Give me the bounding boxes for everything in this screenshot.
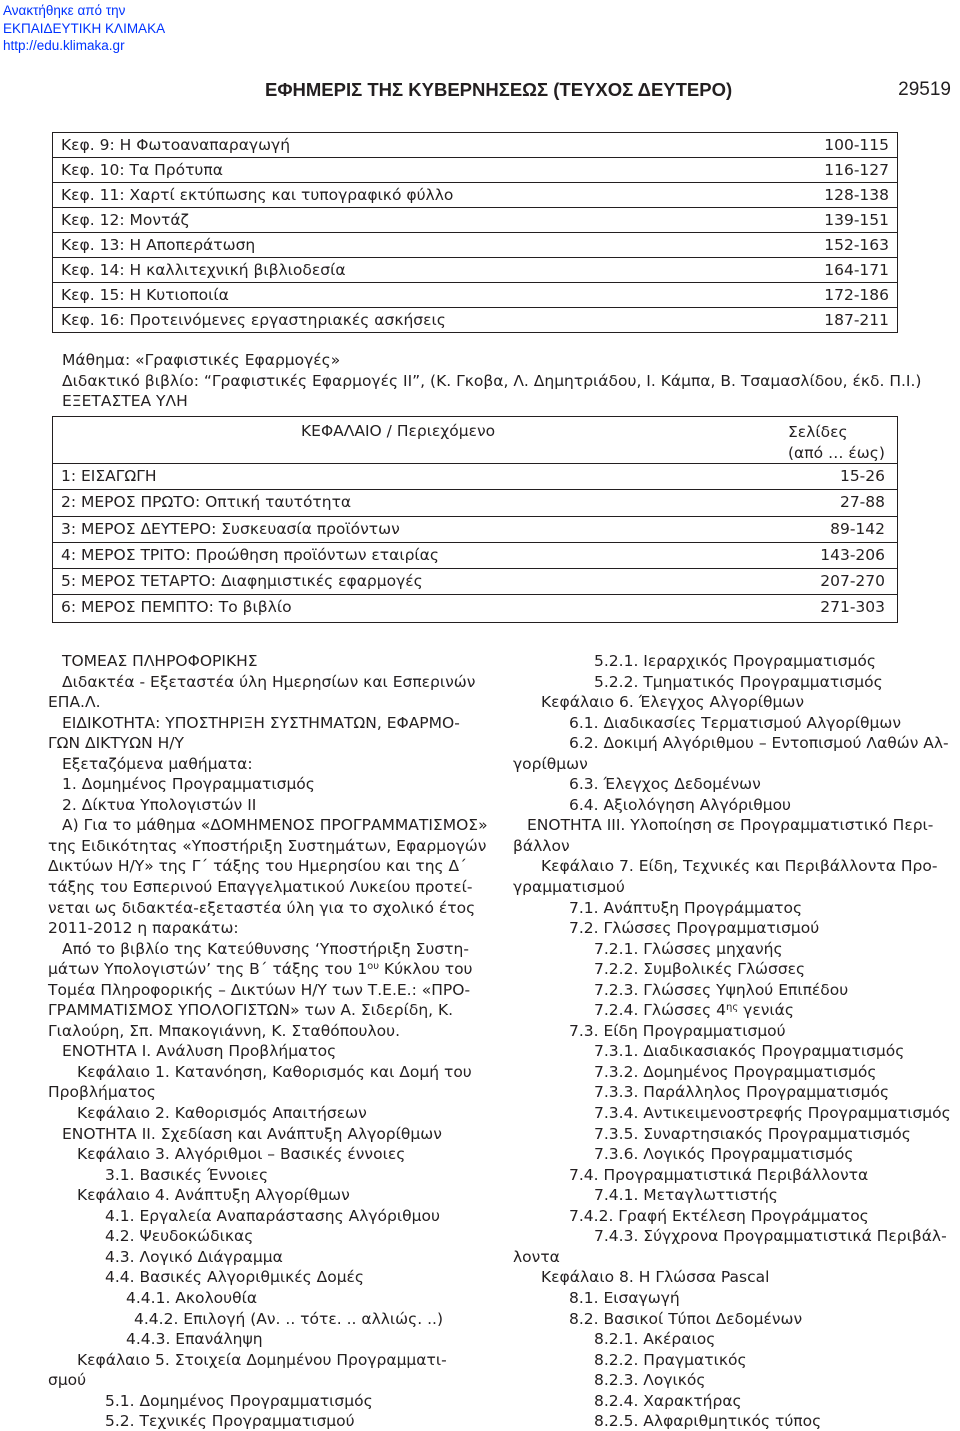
subsection-item: 7.4.1. Μεταγλωττιστής <box>594 1186 778 1205</box>
subsection-item: 4.4.2. Επιλογή (Αν. .. τότε. .. αλλιώς. ..) <box>134 1309 443 1328</box>
text-line: Γιαλούρη, Σπ. Μπακογιάννη, Κ. Σταθόπουλου. <box>48 1021 401 1040</box>
table-header-row <box>53 417 897 464</box>
text-line: Δικτύων Η/Υ» της Γ΄ τάξης του Ημερησίου και της Δ΄ <box>48 857 467 876</box>
table-row <box>52 158 898 183</box>
table-row <box>53 595 897 621</box>
chapter-item: Κεφάλαιο 1. Κατανόηση, Καθορισμός και Δομή του <box>77 1062 472 1081</box>
chapter-item: Κεφάλαιο 2. Καθορισμός Απαιτήσεων <box>77 1104 367 1123</box>
chapter-cell: Κεφ. 12: Μοντάζ <box>61 211 189 229</box>
table-row <box>53 517 897 543</box>
text-line: Διδακτέα - Εξεταστέα ύλη Ημερησίων και Εσπερινών <box>62 672 476 691</box>
chapter-cell: 1: ΕΙΣΑΓΩΓΗ <box>61 467 157 485</box>
pages-cell: 143-206 <box>820 545 885 564</box>
chapter-cell: Κεφ. 13: Η Αποπεράτωση <box>61 236 256 254</box>
chapter-cell: Κεφ. 11: Χαρτί εκτύπωσης και τυπογραφικό φύλλο <box>61 186 454 204</box>
section-item: 6.2. Δοκιμή Αλγόριθμου – Εντοπισμού Λαθών Αλ- <box>569 734 949 753</box>
table-row <box>52 208 898 233</box>
chapter-cell: Κεφ. 15: Η Κυτιοποιία <box>61 286 229 304</box>
pages-cell: 27-88 <box>839 493 885 512</box>
text-line: ΕΠΑ.Λ. <box>48 693 101 712</box>
course-info <box>62 350 921 412</box>
subsection-item: 7.3.3. Παράλληλος Προγραμματισμός <box>594 1083 890 1102</box>
text-fragment: Κύκλου του <box>379 960 473 979</box>
watermark-link[interactable]: http://edu.klimaka.gr <box>3 38 125 53</box>
section-item: 7.1. Ανάπτυξη Προγράμματος <box>569 898 803 917</box>
page-header <box>265 79 955 105</box>
right-text-column <box>513 651 953 1431</box>
pages-cell: 152-163 <box>824 236 889 254</box>
table-row <box>52 183 898 208</box>
text-line: της Ειδικότητας «Υποστήριξη Συστημάτων, Εφαρμογών <box>48 836 487 855</box>
text-fragment: 7.2.4. Γλώσσες 4 <box>594 1001 726 1020</box>
section-item: 8.2. Βασικοί Τύποι Δεδομένων <box>569 1309 803 1328</box>
text-line: ΓΡΑΜΜΑΤΙΣΜΟΣ ΥΠΟΛΟΓΙΣΤΩΝ» των Α. Σιδερίδη, Κ. <box>48 1001 454 1020</box>
chapter-cell: Κεφ. 10: Τα Πρότυπα <box>61 161 223 179</box>
table-row <box>52 258 898 283</box>
left-text-column <box>48 651 494 1431</box>
section-item: 3.1. Βασικές Έννοιες <box>105 1165 269 1184</box>
section-item: 4.3. Λογικό Διάγραμμα <box>105 1247 283 1266</box>
pages-cell: 271-303 <box>820 598 885 617</box>
chapter-column-header: ΚΕΦΑΛΑΙΟ / Περιεχόμενο <box>301 422 496 440</box>
ordinal-superscript: ης <box>726 1002 739 1014</box>
subsection-item: 7.3.2. Δομημένος Προγραμματισμός <box>594 1062 877 1081</box>
text-line: νεται ως διδακτέα-εξεταστέα ύλη για το σχολικό έτος <box>48 898 476 917</box>
pages-cell: 172-186 <box>824 286 889 304</box>
pages-cell: 89-142 <box>830 519 885 538</box>
subsection-item: 7.3.6. Λογικός Προγραμματισμός <box>594 1145 854 1164</box>
subsection-item: 7.3.5. Συναρτησιακός Προγραμματισμός <box>594 1124 911 1143</box>
chapter-cell: Κεφ. 14: Η καλλιτεχνική βιβλιοδεσία <box>61 261 346 279</box>
subsection-item: 5.2.2. Τμηματικός Προγραμματισμός <box>594 672 883 691</box>
subsection-item: 8.2.2. Πραγματικός <box>594 1350 747 1369</box>
chapter-cell: Κεφ. 9: Η Φωτοαναπαραγωγή <box>61 136 291 154</box>
chapter-cell: 4: ΜΕΡΟΣ ΤΡΙΤΟ: Προώθηση προϊόντων εταιρίας <box>61 545 439 564</box>
chapter-item: Κεφάλαιο 3. Αλγόριθμοι – Βασικές έννοιες <box>77 1145 406 1164</box>
unit-heading: ΕΝΟΤΗΤΑ ΙΙΙ. Υλοποίηση σε Προγραμματιστικό Περι- <box>527 816 934 835</box>
chapter-cell: 3: ΜΕΡΟΣ ΔΕΥΤΕΡΟ: Συσκευασία προϊόντων <box>61 519 400 538</box>
subsection-item: 7.4.3. Σύγχρονα Προγραμματιστικά Περιβάλ- <box>594 1227 947 1246</box>
pages-cell: 207-270 <box>820 572 885 591</box>
subsection-item: 8.2.3. Λογικός <box>594 1371 706 1390</box>
section-item: 5.1. Δομημένος Προγραμματισμός <box>105 1391 373 1410</box>
pages-cell: 128-138 <box>824 186 889 204</box>
unit-heading: ΕΝΟΤΗΤΑ ΙΙ. Σχεδίαση και Ανάπτυξη Αλγορίθμων <box>62 1124 442 1143</box>
chapter-item: Κεφάλαιο 5. Στοιχεία Δομημένου Προγραμματι- <box>77 1350 447 1369</box>
text-line: Εξεταζόμενα μαθήματα: <box>62 754 253 773</box>
subsection-item: 8.2.5. Αλφαριθμητικός τύπος <box>594 1412 822 1431</box>
page-number: 29519 <box>898 79 951 100</box>
text-line: Α) Για το μάθημα «ΔΟΜΗΜΕΝΟΣ ΠΡΟΓΡΑΜΜΑΤΙΣΜΟΣ» <box>62 816 488 835</box>
section-item: 7.4.2. Γραφή Εκτέλεση Προγράμματος <box>569 1206 869 1225</box>
text-line <box>48 959 494 980</box>
text-line: ΕΙΔΙΚΟΤΗΤΑ: ΥΠΟΣΤΗΡΙΞΗ ΣΥΣΤΗΜΑΤΩΝ, ΕΦΑΡΜΟ- <box>62 713 460 732</box>
section-item: 5.2. Τεχνικές Προγραμματισμού <box>105 1412 355 1431</box>
text-line: Από το βιβλίο της Κατεύθυνσης ‘Υποστήριξη Συστη- <box>62 939 469 958</box>
text-line: σμού <box>48 1371 87 1390</box>
pages-cell: 187-211 <box>824 311 889 329</box>
subsection-item: 7.3.1. Διαδικασιακός Προγραμματισμός <box>594 1042 905 1061</box>
text-line: τάξης του Εσπερινού Επαγγελματικού Λυκείου προτεί- <box>48 878 473 897</box>
chapter-item: Κεφάλαιο 6. Έλεγχος Αλγορίθμων <box>541 693 804 712</box>
section-item: 6.3. Έλεγχος Δεδομένων <box>569 775 761 794</box>
pages-cell: 116-127 <box>824 161 889 179</box>
text-fragment: γενιάς <box>738 1001 794 1020</box>
chapter-item: Κεφάλαιο 8. Η Γλώσσα Pascal <box>541 1268 770 1287</box>
text-fragment: μάτων Υπολογιστών’ της Β΄ τάξης του 1 <box>48 960 368 979</box>
section-item: 7.4. Προγραμματιστικά Περιβάλλοντα <box>569 1165 869 1184</box>
table-row <box>53 490 897 516</box>
table-row <box>52 133 898 158</box>
text-line: Τομέα Πληροφορικής – Δικτύων Η/Υ των Τ.Ε.Ε.: «ΠΡΟ- <box>48 980 471 999</box>
pages-header-line-1: Σελίδες <box>788 423 848 441</box>
watermark-line-1: Ανακτήθηκε από την <box>3 3 126 18</box>
text-line: βάλλον <box>513 836 570 855</box>
table-row <box>53 569 897 595</box>
chapter-cell: 2: ΜΕΡΟΣ ΠΡΩΤΟ: Οπτική ταυτότητα <box>61 493 352 512</box>
pages-column-header <box>788 422 893 463</box>
subsection-item: 7.2.3. Γλώσσες Υψηλού Επιπέδου <box>594 980 849 999</box>
unit-heading: ΕΝΟΤΗΤΑ Ι. Ανάλυση Προβλήματος <box>62 1042 337 1061</box>
gazette-title: ΕΦΗΜΕΡΙΣ ΤΗΣ ΚΥΒΕΡΝΗΣΕΩΣ (ΤΕΥΧΟΣ ΔΕΥΤΕΡΟ) <box>265 79 733 100</box>
section-item: 4.2. Ψευδοκώδικας <box>105 1227 254 1246</box>
pages-cell: 139-151 <box>824 211 889 229</box>
text-line: γραμματισμού <box>513 878 625 897</box>
course-name: Μάθημα: «Γραφιστικές Εφαρμογές» <box>62 351 341 369</box>
section-item: 4.1. Εργαλεία Αναπαράστασης Αλγόριθμου <box>105 1206 440 1225</box>
table-row <box>52 233 898 258</box>
pages-cell: 100-115 <box>824 136 889 154</box>
section-item: 7.2. Γλώσσες Προγραμματισμού <box>569 919 820 938</box>
list-item: 2. Δίκτυα Υπολογιστών ΙΙ <box>62 795 257 814</box>
chapter-item: Κεφάλαιο 4. Ανάπτυξη Αλγορίθμων <box>77 1186 350 1205</box>
table-row <box>53 464 897 490</box>
section-item: 8.1. Εισαγωγή <box>569 1288 680 1307</box>
chapter-item: Κεφάλαιο 7. Είδη, Τεχνικές και Περιβάλλοντα Προ- <box>541 857 938 876</box>
ordinal-superscript: ου <box>367 961 379 973</box>
subsection-item: 4.4.1. Ακολουθία <box>126 1288 258 1307</box>
subsection-item <box>513 1000 953 1021</box>
subsection-item: 8.2.4. Χαρακτήρας <box>594 1391 742 1410</box>
chapter-pages-table <box>52 132 898 333</box>
table-row <box>53 543 897 569</box>
section-item: 7.3. Είδη Προγραμματισμού <box>569 1021 786 1040</box>
text-line: 2011-2012 η παρακάτω: <box>48 919 239 938</box>
pages-cell: 15-26 <box>839 467 885 485</box>
sector-heading: ΤΟΜΕΑΣ ΠΛΗΡΟΦΟΡΙΚΗΣ <box>62 652 258 670</box>
subsection-item: 7.2.1. Γλώσσες μηχανής <box>594 939 783 958</box>
chapter-cell: 5: ΜΕΡΟΣ ΤΕΤΑΡΤΟ: Διαφημιστικές εφαρμογές <box>61 572 423 591</box>
subsection-item: 4.4.3. Επανάληψη <box>126 1330 263 1349</box>
watermark-line-2: ΕΚΠΑΙΔΕΥΤΙΚΗ ΚΛΙΜΑΚΑ <box>3 20 166 36</box>
pages-header-line-2: (από … έως) <box>788 443 885 462</box>
table-row <box>52 308 898 333</box>
subsection-item: 7.2.2. Συμβολικές Γλώσσες <box>594 960 806 979</box>
textbook-line: Διδακτικό βιβλίο: “Γραφιστικές Εφαρμογές ΙΙ”, (Κ. Γκοβα, Λ. Δημητριάδου, Ι. Κάμπα, Β. Τσαμασλίδου, έκδ. Π.Ι.) <box>62 371 922 390</box>
pages-cell: 164-171 <box>824 261 889 279</box>
text-line: ΓΩΝ ΔΙΚΤΥΩΝ Η/Υ <box>48 734 184 753</box>
section-item: 4.4. Βασικές Αλγοριθμικές Δομές <box>105 1268 365 1287</box>
text-line: λοντα <box>513 1247 560 1266</box>
chapter-cell: 6: ΜΕΡΟΣ ΠΕΜΠΤΟ: Το βιβλίο <box>61 598 292 617</box>
subsection-item: 5.2.1. Ιεραρχικός Προγραμματισμός <box>594 652 876 670</box>
section-item: 6.4. Αξιολόγηση Αλγόριθμου <box>569 795 792 814</box>
section-item: 6.1. Διαδικασίες Τερματισμού Αλγορίθμων <box>569 713 902 732</box>
source-watermark <box>3 2 165 55</box>
text-line: γορίθμων <box>513 754 588 773</box>
exam-content-table <box>52 416 898 623</box>
text-line: Προβλήματος <box>48 1083 156 1102</box>
table-row <box>52 283 898 308</box>
subsection-item: 7.3.4. Αντικειμενοστρεφής Προγραμματισμός <box>594 1104 951 1123</box>
subsection-item: 8.2.1. Ακέραιος <box>594 1330 716 1349</box>
chapter-cell: Κεφ. 16: Προτεινόμενες εργαστηριακές ασκήσεις <box>61 311 446 329</box>
list-item: 1. Δομημένος Προγραμματισμός <box>62 775 315 794</box>
exam-material-heading: ΕΞΕΤΑΣΤΕΑ ΥΛΗ <box>62 392 188 410</box>
